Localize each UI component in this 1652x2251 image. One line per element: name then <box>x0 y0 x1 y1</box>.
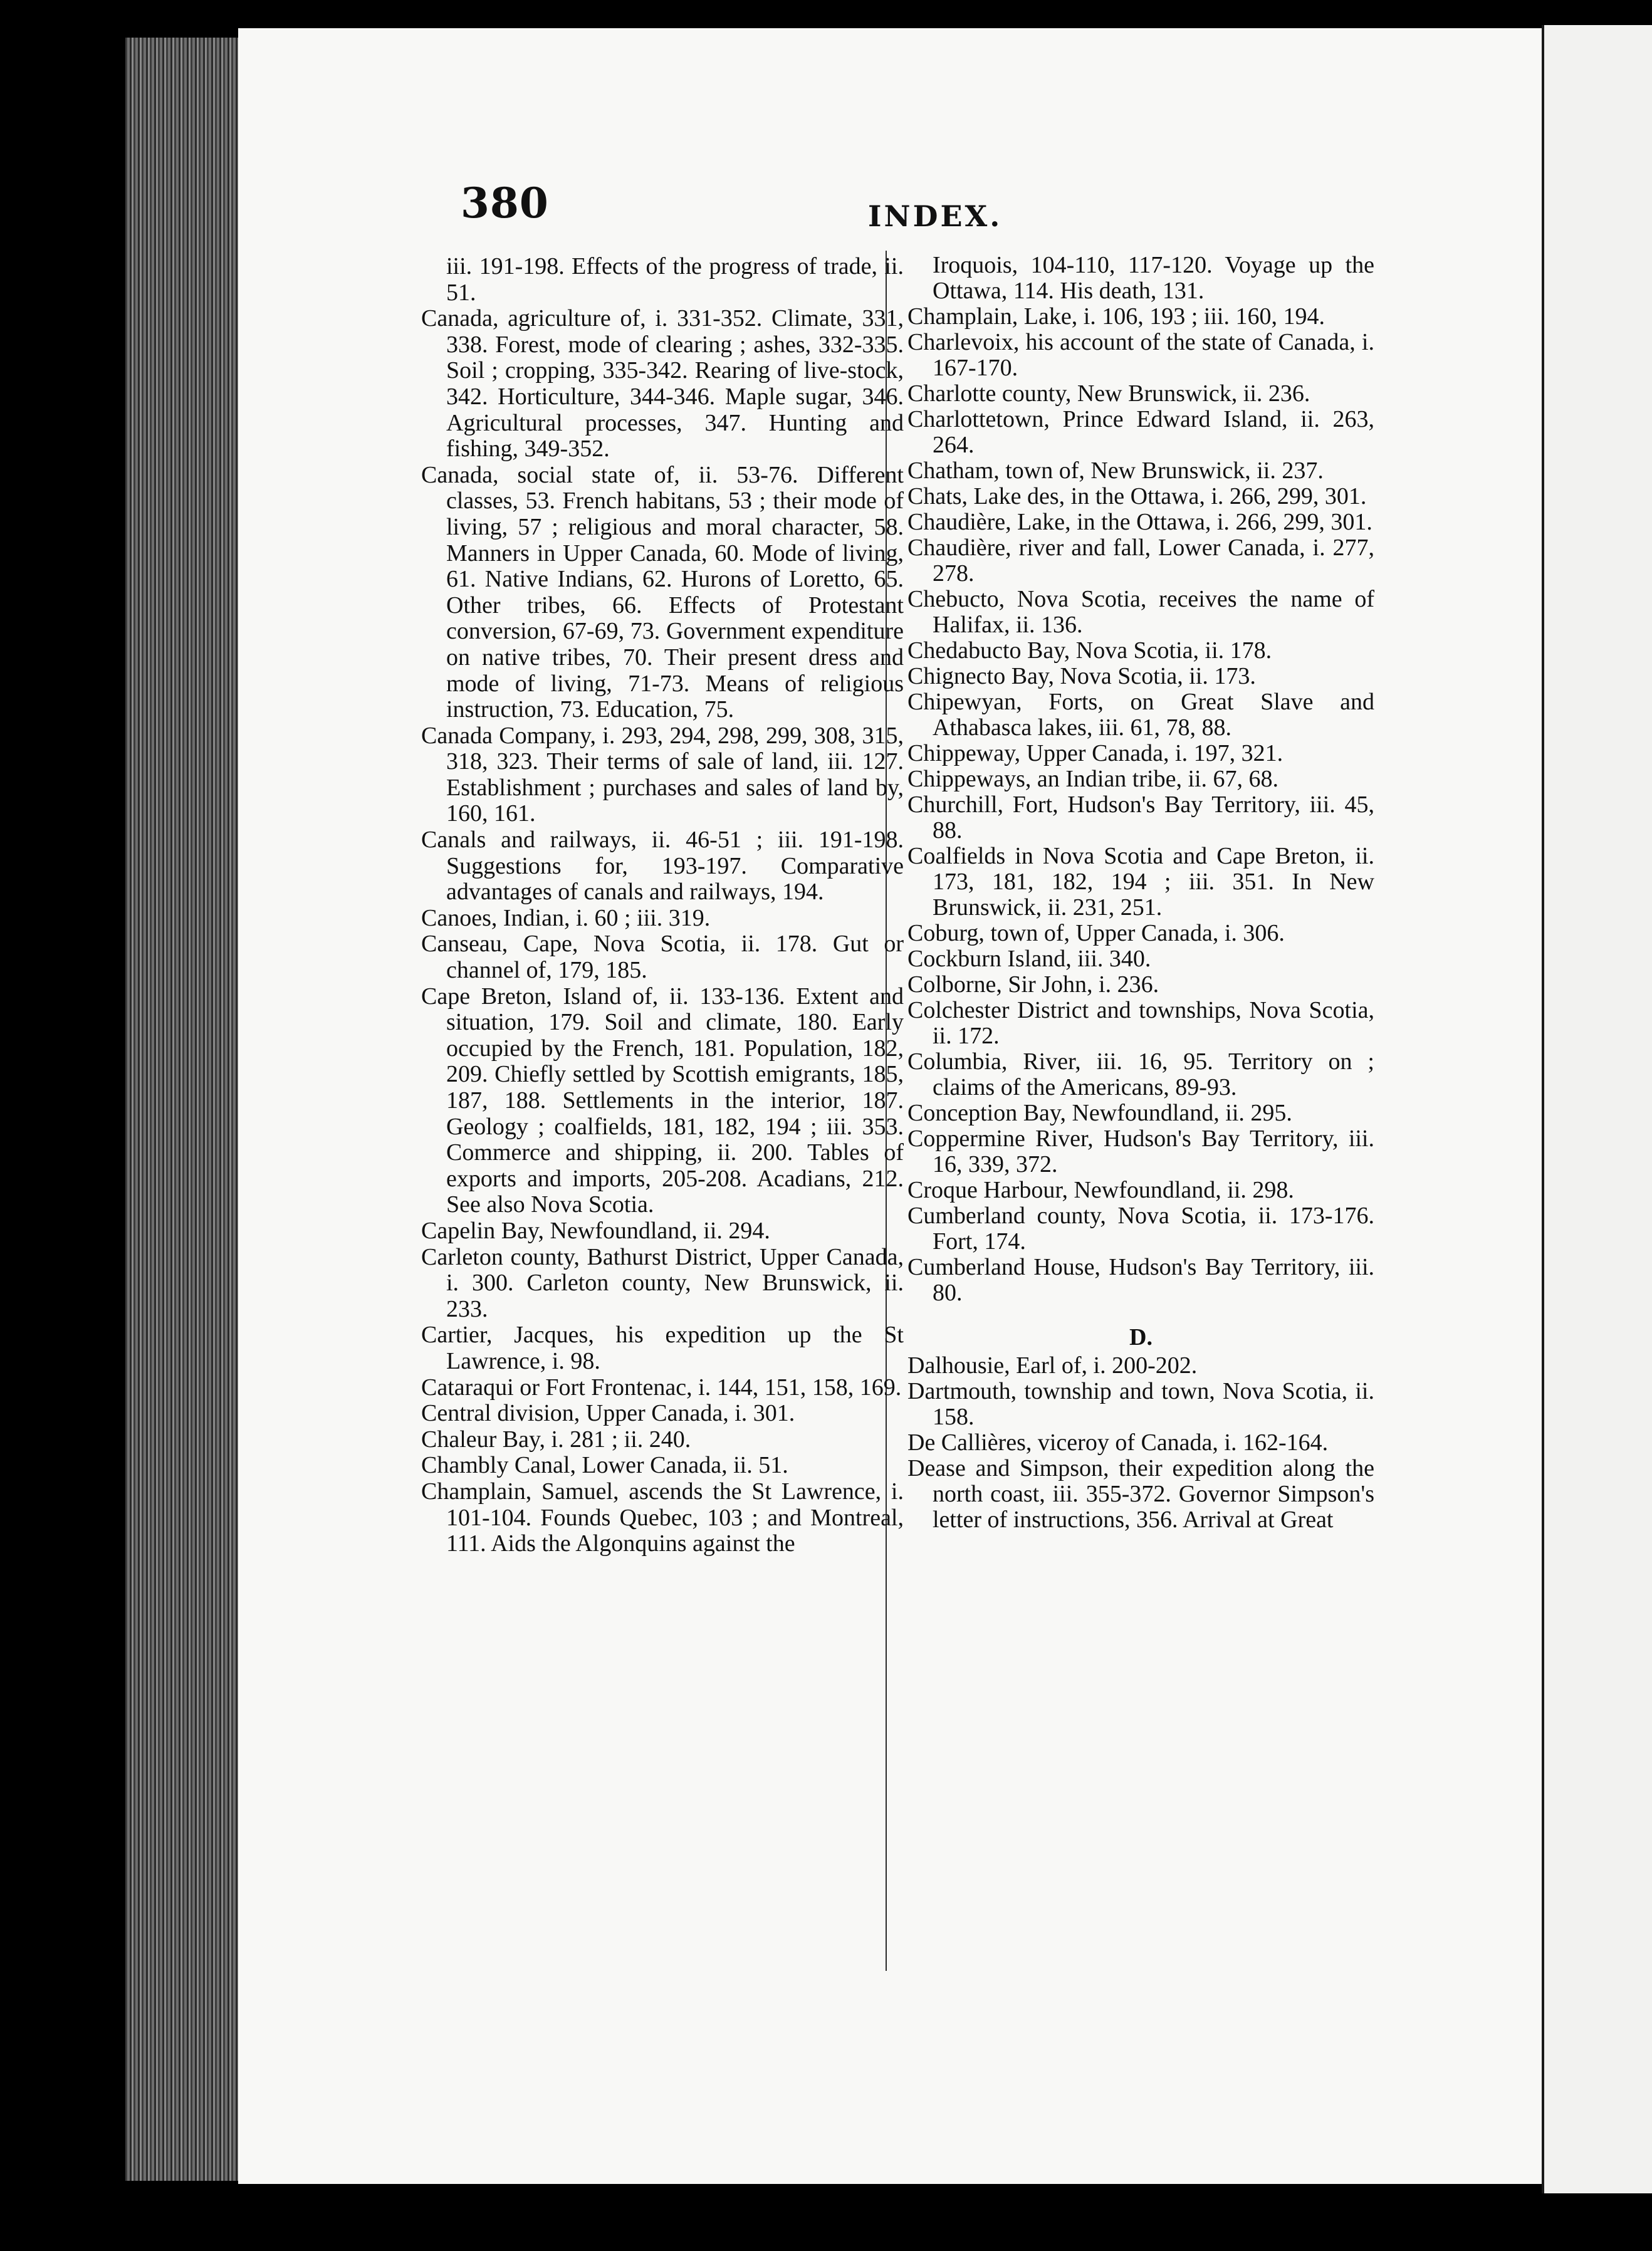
page-number: 380 <box>461 179 549 227</box>
index-entry: Cumberland county, Nova Scotia, ii. 173-176. Fort, 174. <box>907 1203 1374 1255</box>
index-entry: Dalhousie, Earl of, i. 200-202. <box>907 1352 1198 1379</box>
index-entry: Canada, agriculture of, i. 331-352. Climate, 331, 338. Forest, mode of clearing ; ashes, 332-335. Soil ; cropping, 335-342. Rearing of live-stock, 342. Horticulture, 344-346. Maple sugar, 346. Agricultural processes, 347. Hunting and fishing, 349-352. <box>421 305 904 462</box>
index-entry: Chaleur Bay, i. 281 ; ii. 240. <box>421 1426 691 1453</box>
index-entry: Chambly Canal, Lower Canada, ii. 51. <box>421 1452 788 1479</box>
index-entry: Coburg, town of, Upper Canada, i. 306. <box>907 920 1285 946</box>
index-entry: Columbia, River, iii. 16, 95. Territory on ; claims of the Americans, 89-93. <box>907 1048 1374 1100</box>
index-entry: Chippeways, an Indian tribe, ii. 67, 68. <box>907 766 1279 792</box>
index-entry: Churchill, Fort, Hudson's Bay Territory, iii. 45, 88. <box>907 791 1374 843</box>
index-entry: Croque Harbour, Newfoundland, ii. 298. <box>907 1177 1294 1203</box>
index-entry: Coppermine River, Hudson's Bay Territory, iii. 16, 339, 372. <box>907 1126 1374 1178</box>
index-entry: Carleton county, Bathurst District, Upper Canada, i. 300. Carleton county, New Brunswick, ii. 233. <box>421 1243 904 1322</box>
index-entry: Chippeway, Upper Canada, i. 197, 321. <box>907 740 1283 766</box>
index-entry: Capelin Bay, Newfoundland, ii. 294. <box>421 1217 770 1244</box>
index-entry: Charlottetown, Prince Edward Island, ii. 263, 264. <box>907 406 1374 458</box>
index-entry: Champlain, Lake, i. 106, 193 ; iii. 160, 194. <box>907 303 1325 330</box>
index-entry: Cape Breton, Island of, ii. 133-136. Extent and situation, 179. Soil and climate, 180. Early occupied by the French, 181. Population, 182, 209. Chiefly settled by Scottish emigrants, 185, 187, 188. Settlements in the interior, 187. Geology ; coalfields, 181, 182, 194 ; iii. 353. Commerce and shipping, ii. 200. Tables of exports and imports, 205-208. Acadians, 212. See also Nova Scotia. <box>421 983 904 1218</box>
index-entry: Chatham, town of, New Brunswick, ii. 237. <box>907 457 1324 484</box>
index-entry: Canals and railways, ii. 46-51 ; iii. 191-198. Suggestions for, 193-197. Comparative advantages of canals and railways, 194. <box>421 827 904 906</box>
index-entry: Central division, Upper Canada, i. 301. <box>421 1400 795 1427</box>
index-column-right <box>907 253 1374 1533</box>
index-entry: Iroquois, 104-110, 117-120. Voyage up the Ottawa, 114. His death, 131. <box>933 252 1374 304</box>
index-entry: Canada, social state of, ii. 53-76. Different classes, 53. French habitans, 53 ; their mode of living, 57 ; religious and moral character, 58. Manners in Upper Canada, 60. Mode of living, 61. Native Indians, 62. Hurons of Loretto, 65. Other tribes, 66. Effects of Protestant conversion, 67-69, 73. Government expenditure on native tribes, 70. Their present dress and mode of living, 71-73. Means of religious instruction, 73. Education, 75. <box>421 461 904 723</box>
index-entry: Canoes, Indian, i. 60 ; iii. 319. <box>421 904 711 931</box>
section-heading: D. <box>1129 1324 1153 1350</box>
index-entry: Chignecto Bay, Nova Scotia, ii. 173. <box>907 663 1256 689</box>
index-entry: Conception Bay, Newfoundland, ii. 295. <box>907 1100 1292 1126</box>
index-entry: Chaudière, river and fall, Lower Canada, i. 277, 278. <box>907 535 1374 587</box>
index-entry: Chaudière, Lake, in the Ottawa, i. 266, 299, 301. <box>907 509 1372 535</box>
index-entry: De Callières, viceroy of Canada, i. 162-164. <box>907 1429 1329 1456</box>
index-entry: Coalfields in Nova Scotia and Cape Breton, ii. 173, 181, 182, 194 ; iii. 351. In New Brunswick, ii. 231, 251. <box>907 843 1374 921</box>
index-entry: Colchester District and townships, Nova Scotia, ii. 172. <box>907 997 1374 1049</box>
book-spine <box>125 38 238 2181</box>
index-entry: Cartier, Jacques, his expedition up the St Lawrence, i. 98. <box>421 1322 904 1374</box>
index-entry: Chats, Lake des, in the Ottawa, i. 266, 299, 301. <box>907 483 1367 509</box>
facing-page-edge <box>1542 25 1652 2193</box>
index-entry: Chebucto, Nova Scotia, receives the name of Halifax, ii. 136. <box>907 586 1374 638</box>
index-entry: Dartmouth, township and town, Nova Scotia, ii. 158. <box>907 1378 1374 1430</box>
index-entry: Champlain, Samuel, ascends the St Lawrence, i. 101-104. Founds Quebec, 103 ; and Montreal, 111. Aids the Algonquins against the <box>421 1478 904 1557</box>
index-entry: Colborne, Sir John, i. 236. <box>907 971 1159 998</box>
index-entry: Canada Company, i. 293, 294, 298, 299, 308, 315, 318, 323. Their terms of sale of land, iii. 127. Establishment ; purchases and sales of land by, 160, 161. <box>421 722 904 827</box>
index-entry: iii. 191-198. Effects of the progress of trade, ii. 51. <box>446 253 904 306</box>
index-entry: Chedabucto Bay, Nova Scotia, ii. 178. <box>907 637 1272 664</box>
index-entry: Chipewyan, Forts, on Great Slave and Athabasca lakes, iii. 61, 78, 88. <box>907 689 1374 741</box>
index-entry: Cockburn Island, iii. 340. <box>907 946 1151 972</box>
running-head: INDEX. <box>868 199 1003 233</box>
index-entry: Canseau, Cape, Nova Scotia, ii. 178. Gut or channel of, 179, 185. <box>421 931 904 984</box>
index-entry: Cumberland House, Hudson's Bay Territory, iii. 80. <box>907 1254 1374 1306</box>
index-entry: Cataraqui or Fort Frontenac, i. 144, 151, 158, 169. <box>421 1374 902 1401</box>
index-entry: Charlotte county, New Brunswick, ii. 236. <box>907 380 1310 407</box>
index-entry: Dease and Simpson, their expedition along the north coast, iii. 355-372. Governor Simpson's letter of instructions, 356. Arrival at Great <box>907 1455 1374 1533</box>
index-column-left <box>421 254 904 1557</box>
index-entry: Charlevoix, his account of the state of Canada, i. 167-170. <box>907 329 1374 381</box>
